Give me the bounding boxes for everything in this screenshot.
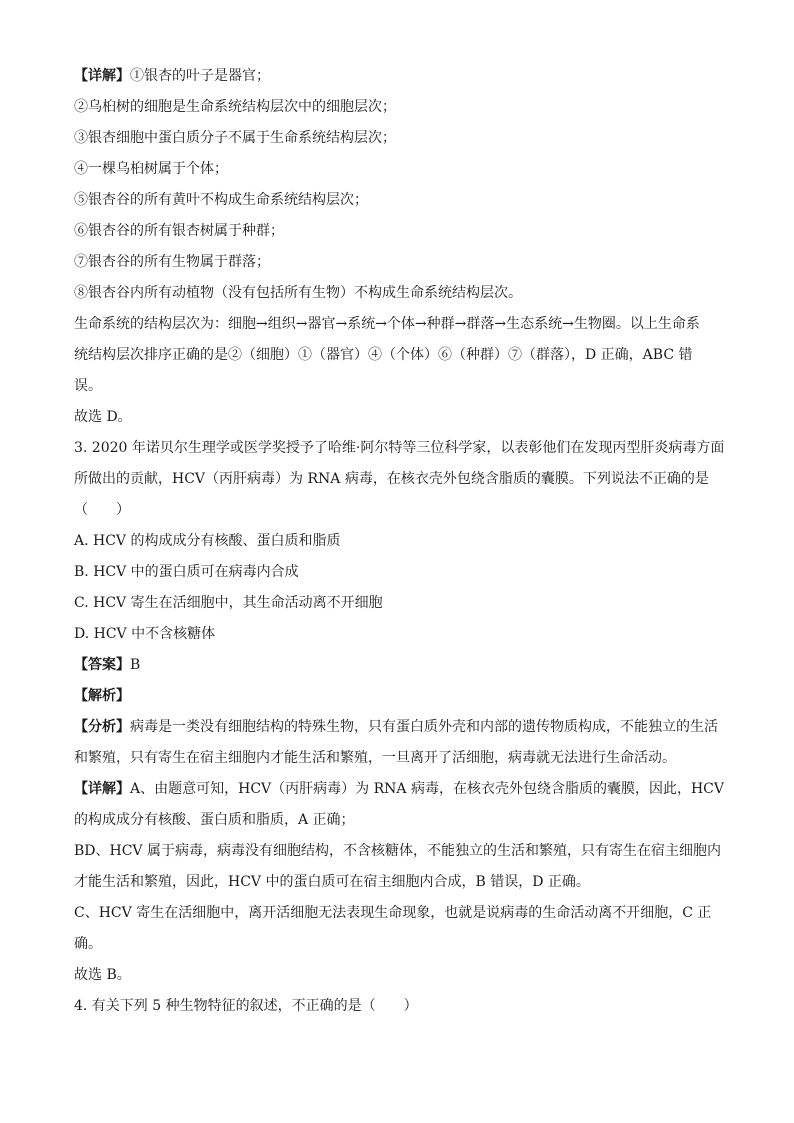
detail-item-1: ①银杏的叶子是器官；	[130, 68, 270, 84]
detail-item-5: ⑤银杏谷的所有黄叶不构成生命系统结构层次；	[74, 192, 368, 208]
analysis-line-1-text: 病毒是一类没有细胞结构的特殊生物，只有蛋白质外壳和内部的遗传物质构成，不能独立的生活	[130, 719, 718, 735]
detail-item-2: ②乌桕树的细胞是生命系统结构层次中的细胞层次；	[74, 99, 396, 115]
detail-q3-line-6: 确。	[74, 936, 102, 952]
question-3-line-2: 所做出的贡献，HCV（丙肝病毒）为 RNA 病毒，在核衣壳外包绕含脂质的囊膜。下列说法不正确的是	[74, 471, 709, 487]
detail-q3-line-3: BD、HCV 属于病毒，病毒没有细胞结构，不含核糖体，不能独立的生活和繁殖，只有寄生在宿主细胞内	[74, 843, 721, 859]
hierarchy-text-line-3: 误。	[74, 378, 102, 394]
analysis-line-2: 和繁殖，只有寄生在宿主细胞内才能生活和繁殖，一旦离开了活细胞，病毒就无法进行生命活动。	[74, 750, 676, 766]
option-a: A. HCV 的构成成分有核酸、蛋白质和脂质	[74, 533, 341, 549]
detail-q3-label: 【详解】	[74, 781, 130, 797]
option-d: D. HCV 中不含核糖体	[74, 626, 216, 642]
answer-label: 【答案】	[74, 657, 130, 673]
detail-item-6: ⑥银杏谷的所有银杏树属于种群；	[74, 223, 284, 239]
detail-label: 【详解】	[74, 68, 130, 84]
detail-q3-line-2: 的构成成分有核酸、蛋白质和脂质，A 正确；	[74, 812, 355, 828]
detail-q3-line-1-text: A、由题意可知，HCV（丙肝病毒）为 RNA 病毒，在核衣壳外包绕含脂质的囊膜，因此，HCV	[130, 781, 724, 797]
hierarchy-text-line-2: 统结构层次排序正确的是②（细胞）①（器官）④（个体）⑥（种群）⑦（群落），D 正确，ABC 错	[74, 347, 693, 363]
detail-heading-line	[74, 61, 724, 92]
detail-q3-line-1	[74, 774, 724, 805]
detail-q3-line-4: 才能生活和繁殖，因此，HCV 中的蛋白质可在宿主细胞内合成，B 错误，D 正确。	[74, 874, 590, 890]
detail-item-7: ⑦银杏谷的所有生物属于群落；	[74, 254, 270, 270]
detail-q3-line-5: C、HCV 寄生在活细胞中，离开活细胞无法表现生命现象，也就是说病毒的生命活动离不开细胞，C 正	[74, 905, 712, 921]
analysis-line-1	[74, 712, 724, 743]
detail-item-3: ③银杏细胞中蛋白质分子不属于生命系统结构层次；	[74, 130, 396, 146]
question-3-line-3: （ ）	[74, 502, 130, 518]
document-content	[74, 61, 724, 1022]
option-c: C. HCV 寄生在活细胞中，其生命活动离不开细胞	[74, 595, 383, 611]
choose-answer-q3: 故选 B。	[74, 967, 131, 983]
answer-line	[74, 650, 724, 681]
question-3-line-1: 3. 2020 年诺贝尔生理学或医学奖授予了哈维·阿尔特等三位科学家，以表彰他们在发现丙型肝炎病毒方面	[74, 440, 725, 456]
detail-item-4: ④一棵乌桕树属于个体；	[74, 161, 228, 177]
detail-item-8: ⑧银杏谷内所有动植物（没有包括所有生物）不构成生命系统结构层次。	[74, 285, 522, 301]
option-b: B. HCV 中的蛋白质可在病毒内合成	[74, 564, 299, 580]
question-4-line-1: 4. 有关下列 5 种生物特征的叙述，不正确的是（ ）	[74, 998, 418, 1014]
analysis-sub-label: 【分析】	[74, 719, 130, 735]
answer-value: B	[130, 657, 141, 673]
analysis-label: 【解析】	[74, 688, 130, 704]
choose-answer-q2: 故选 D。	[74, 409, 132, 425]
hierarchy-text-line-1: 生命系统的结构层次为：细胞→组织→器官→系统→个体→种群→群落→生态系统→生物圈。以上生命系	[74, 316, 700, 332]
